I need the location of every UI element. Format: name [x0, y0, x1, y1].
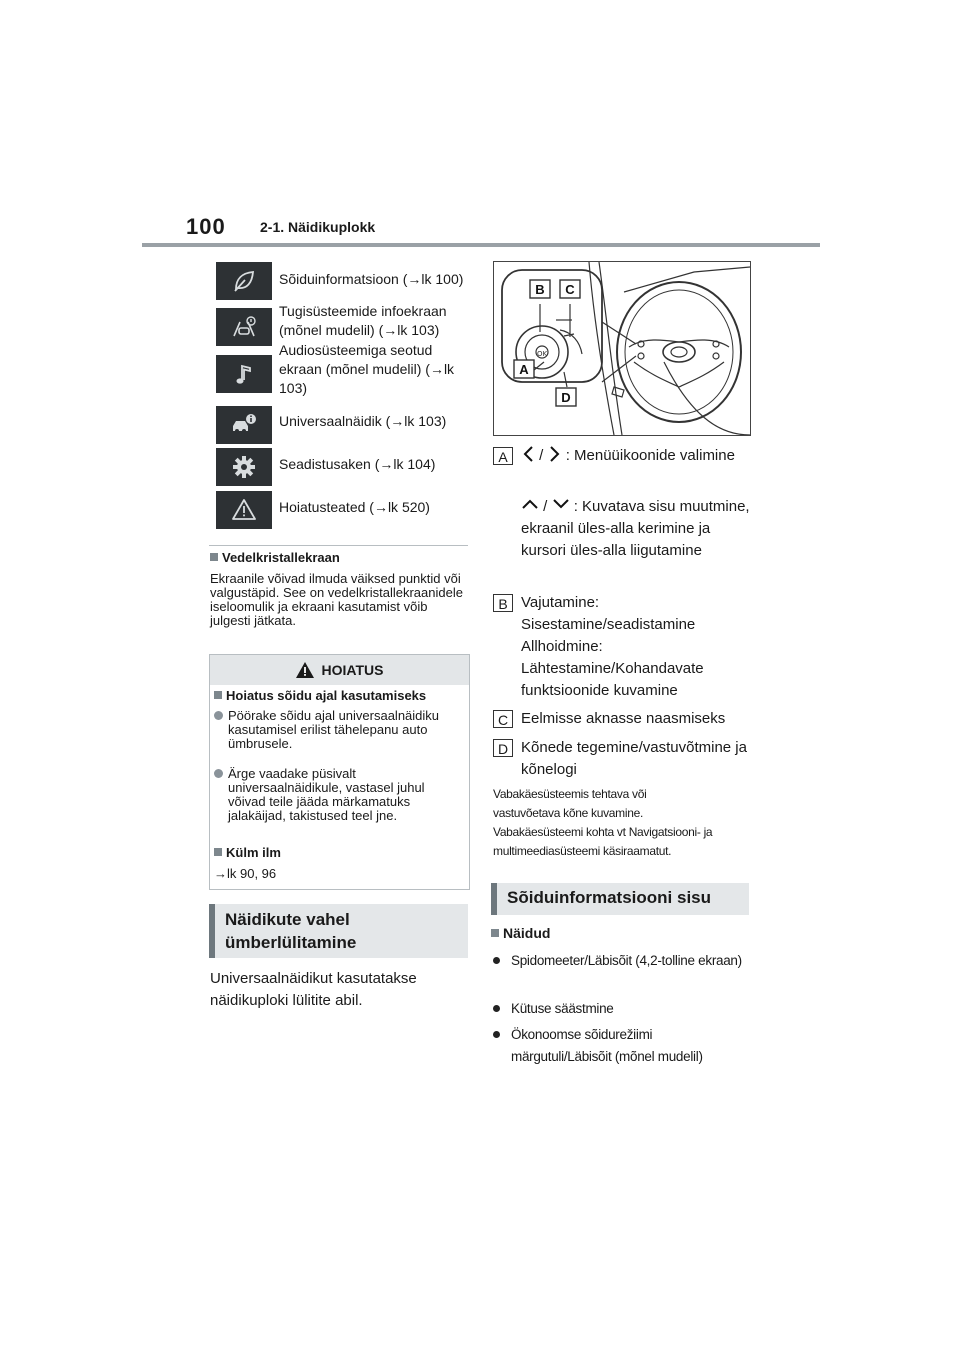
lcd-title: Vedelkristallekraan: [222, 550, 340, 565]
control-b-text: Vajutamine: Sisestamine/seadistamine Allhoidmine: Lähtestamine/Kohandavate funktsioonide kuvamine: [521, 594, 704, 699]
control-c-text: Eelmisse aknasse naasmiseks: [521, 710, 726, 727]
gear-icon: [216, 448, 272, 486]
control-a-left-right: A / : Menüüikoonide valimine: [493, 445, 753, 467]
info-list-item: Kütuse säästmine: [493, 998, 743, 1020]
control-d-text: Kõnede tegemine/vastuvõtmine ja kõnelogi: [521, 739, 747, 778]
warning-subheading: Hoiatus sõidu ajal kasutamiseks: [214, 688, 426, 703]
handsfree-manual-note: Vabakäesüsteemi kohta vt Navigatsiooni- ja multimeediasüsteemi käsiraamatut.: [493, 825, 713, 858]
readings-heading: Näidud: [491, 925, 550, 941]
switching-body: Universaalnäidikut kasutatakse näidikuploki lülitite abil.: [210, 970, 417, 1009]
square-bullet-icon: [214, 848, 222, 856]
cold-weather-heading: Külm ilm: [214, 845, 281, 860]
warning-item: Pöörake sõidu ajal universaalnäidiku kasutamisel erilist tähelepanu auto ümbrusele.: [214, 709, 464, 751]
driver-assist-icon: [216, 308, 272, 346]
warning-triangle-icon: [216, 491, 272, 529]
steering-wheel-diagram: [493, 261, 751, 436]
header-divider: [142, 243, 820, 247]
control-a-up-down: / : Kuvatava sisu muutmine, ekraanil üles-alla kerimine ja kursori üles-alla liigutamine: [521, 498, 750, 559]
icon-list-text: Seadistusaken (→lk 104): [279, 456, 436, 472]
icon-list-item: [216, 404, 476, 444]
icon-list-item: [216, 491, 476, 531]
letter-badge-b: B: [493, 594, 513, 612]
letter-badge-c: C: [493, 710, 513, 728]
diagram-label-a: A: [519, 362, 529, 377]
lcd-body: Ekraanile võivad ilmuda väiksed punktid või valgustäpid. See on vedelkristallekraanidele iseloomulik ja ekraani kasutamist võib julgesti jätkata.: [210, 571, 463, 628]
section-title: 2-1. Näidikuplokk: [260, 219, 376, 235]
icon-list-text: Hoiatusteated (→lk 520): [279, 499, 430, 515]
info-list-item: Ökonoomse sõidurežiimi märgutuli/Läbisõit (mõnel mudelil): [493, 1024, 743, 1068]
handsfree-note: Vabakäesüsteemis tehtava või vastuvõetava kõne kuvamine.: [493, 787, 647, 820]
icon-list-text: Universaalnäidik (→lk 103): [279, 413, 447, 429]
diagram-label-d: D: [561, 390, 571, 405]
leaf-icon: [216, 262, 272, 300]
icon-list-item: [216, 448, 476, 488]
info-list-item: Spidomeeter/Läbisõit (4,2-tolline ekraan): [493, 950, 743, 972]
icon-list-text: Audiosüsteemiga seotud ekraan (mõnel mudelil) (→lk 103): [279, 342, 455, 396]
square-bullet-icon: [214, 691, 222, 699]
chevron-left-icon: [521, 445, 535, 463]
icon-list-text: Tugisüsteemide infoekraan (mõnel mudelil) (→lk 103): [279, 303, 447, 338]
chevron-right-icon: [548, 445, 562, 463]
round-bullet-icon: [493, 1005, 500, 1012]
page-number: 100: [186, 214, 226, 239]
section-banner-switching: Näidikute vahel ümberlülitamine: [209, 904, 468, 958]
warning-header: [210, 655, 469, 685]
control-b: [493, 592, 748, 702]
square-bullet-icon: [491, 929, 499, 937]
svg-text:OK: OK: [536, 350, 548, 358]
warning-item: Ärge vaadake püsivalt universaalnäidikule, vastasel juhul võivad teile jääda märkamatuks jalakäijad, takistused teel jne.: [214, 767, 464, 823]
icon-list-item: [216, 342, 476, 396]
square-bullet-icon: [210, 553, 218, 561]
control-d: [493, 737, 753, 781]
letter-badge-d: D: [493, 739, 513, 757]
round-bullet-icon: [214, 769, 223, 778]
diagram-label-b: B: [535, 282, 545, 297]
separator: [209, 545, 468, 546]
section-banner-info: Sõiduinformatsiooni sisu: [491, 883, 749, 915]
letter-badge-a: A: [493, 447, 513, 465]
cold-weather-ref: →lk 90, 96: [214, 866, 277, 881]
round-bullet-icon: [493, 1031, 500, 1038]
warning-box: [209, 654, 470, 890]
car-info-icon: [216, 406, 272, 444]
control-a-text: : Menüüikoonide valimine: [565, 447, 735, 464]
lcd-heading: [210, 550, 340, 565]
diagram-label-c: C: [565, 282, 575, 297]
warning-title: HOIATUS: [321, 662, 384, 678]
icon-list-text: Sõiduinformatsioon (→lk 100): [279, 271, 464, 287]
round-bullet-icon: [214, 711, 223, 720]
chevron-up-icon: [521, 497, 539, 511]
control-a2-text: : Kuvatava sisu muutmine, ekraanil üles-alla kerimine ja kursori üles-alla liigutamine: [521, 498, 750, 559]
icon-list-item: [216, 262, 476, 302]
music-note-icon: [216, 355, 272, 393]
warning-icon: [296, 662, 314, 678]
icon-list-item: [216, 303, 476, 346]
control-c: [493, 708, 753, 730]
chevron-down-icon: [552, 497, 570, 511]
round-bullet-icon: [493, 957, 500, 964]
steering-wheel-illustration: [494, 262, 750, 435]
